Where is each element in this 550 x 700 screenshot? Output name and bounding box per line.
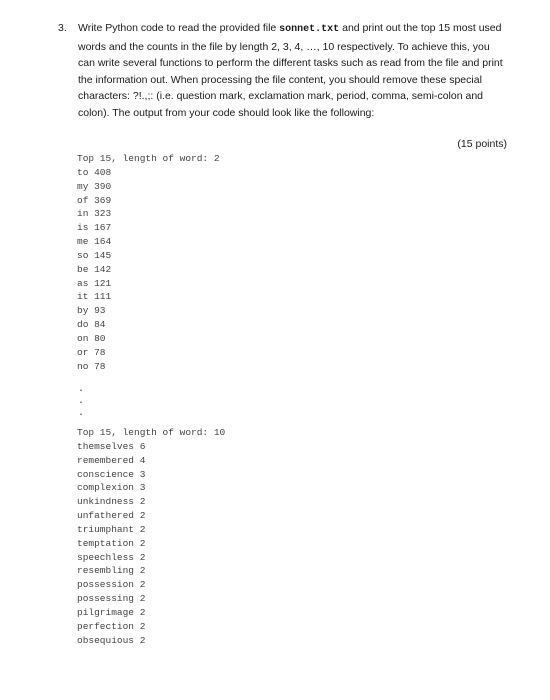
output-row: remembered 4 bbox=[77, 454, 146, 466]
output-row: temptation 2 bbox=[77, 537, 146, 549]
output-row: it 111 bbox=[77, 291, 112, 303]
output-row: themselves 6 bbox=[77, 440, 146, 452]
output-header: Top 15, length of word: 10 bbox=[77, 427, 226, 438]
output-header: Top 15, length of word: 2 bbox=[77, 153, 220, 164]
points-label: (15 points) bbox=[457, 138, 507, 150]
output-row: no 78 bbox=[77, 360, 106, 372]
question-text-before: Write Python code to read the provided file bbox=[78, 22, 280, 34]
output-row: pilgrimage 2 bbox=[77, 606, 146, 618]
output-row: unfathered 2 bbox=[77, 510, 146, 522]
question-text-after: and print out the top 15 most used words and the counts in the file by length 2, 3, 4, …, 10 respectively. To achieve this, you can write several functions to perform the different tasks such as read from the file and print the information out. When processing the file content, you should remove these special characters: ?!.,;: (i.e. question mark, exclamation mark, period, comma, semi-colon and colon). The output from your code should look like the following: bbox=[78, 22, 503, 119]
output-row: unkindness 2 bbox=[77, 496, 146, 508]
filename: sonnet.txt bbox=[279, 24, 340, 35]
output-row: to 408 bbox=[77, 166, 112, 178]
ellipsis bbox=[78, 385, 84, 421]
output-row: possession 2 bbox=[77, 579, 146, 591]
output-row: triumphant 2 bbox=[77, 523, 146, 535]
output-row: complexion 3 bbox=[77, 482, 146, 494]
output-row: conscience 3 bbox=[77, 468, 146, 480]
output-row: resembling 2 bbox=[77, 565, 146, 577]
output-block-length-2 bbox=[77, 152, 220, 374]
output-row: my 390 bbox=[77, 180, 112, 192]
ellipsis-dot: . bbox=[78, 396, 85, 407]
output-row: so 145 bbox=[77, 249, 112, 261]
output-row: perfection 2 bbox=[77, 620, 146, 632]
output-row: as 121 bbox=[77, 277, 112, 289]
output-row: by 93 bbox=[77, 305, 106, 317]
output-row: do 84 bbox=[77, 319, 106, 331]
output-row: in 323 bbox=[77, 208, 112, 220]
ellipsis-dot: . bbox=[78, 384, 85, 395]
question-text bbox=[78, 20, 508, 121]
output-row: be 142 bbox=[77, 263, 112, 275]
output-row: possessing 2 bbox=[77, 593, 146, 605]
question-number: 3. bbox=[58, 22, 67, 34]
output-row: on 80 bbox=[77, 332, 106, 344]
output-row: is 167 bbox=[77, 222, 112, 234]
ellipsis-dot: . bbox=[78, 408, 85, 419]
output-row: or 78 bbox=[77, 346, 106, 358]
output-row: me 164 bbox=[77, 236, 112, 248]
question-block bbox=[58, 20, 508, 121]
output-row: of 369 bbox=[77, 194, 112, 206]
output-block-length-10 bbox=[77, 426, 225, 648]
output-row: speechless 2 bbox=[77, 551, 146, 563]
output-row: obsequious 2 bbox=[77, 634, 146, 646]
